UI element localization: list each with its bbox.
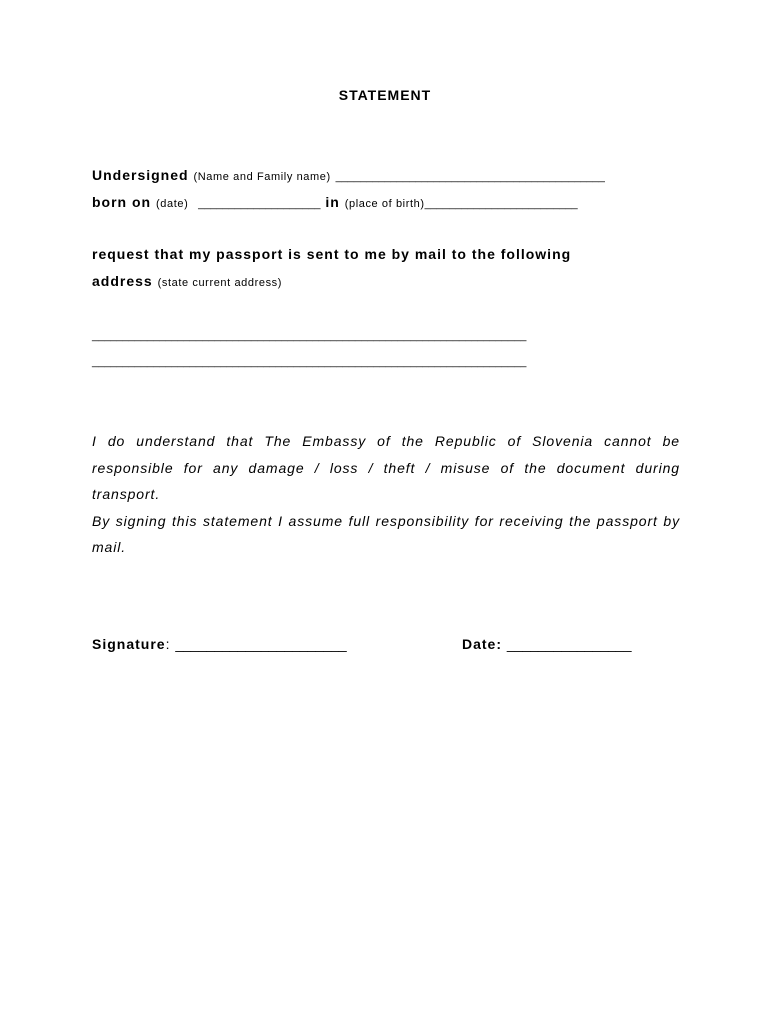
date-row: [462, 636, 631, 652]
born-on-label: born on: [92, 194, 152, 210]
address-hint: (state current address): [157, 277, 283, 289]
signature-colon: :: [165, 636, 171, 652]
address-row: [92, 273, 282, 289]
disclaimer-paragraph-2: By signing this statement I assume full responsibility for receiving the passport by mail.: [92, 512, 680, 556]
date-label: Date:: [462, 636, 503, 652]
disclaimer-paragraph-1: I do understand that The Embassy of the Republic of Slovenia cannot be responsible for any damage / loss / theft / misuse of the document during transport.: [92, 433, 680, 503]
undersigned-row: [92, 167, 605, 183]
in-label: in: [325, 194, 340, 210]
request-line: request that my passport is sent to me by mail to the following: [92, 246, 572, 262]
address-label: address: [92, 273, 153, 289]
signature-blank-field[interactable]: ______________________: [175, 636, 347, 652]
place-of-birth-hint: (place of birth): [344, 198, 425, 210]
undersigned-hint: (Name and Family name): [193, 171, 331, 183]
born-row: [92, 194, 578, 210]
birth-date-blank-field[interactable]: ____________________: [198, 198, 321, 210]
date-blank-field[interactable]: ________________: [506, 636, 632, 652]
undersigned-blank-field[interactable]: ____________________________________________: [335, 171, 605, 183]
undersigned-label: Undersigned: [92, 167, 189, 183]
signature-row: [92, 636, 347, 652]
address-line-2[interactable]: _______________________________________________________________________: [92, 356, 527, 368]
address-line-1[interactable]: _______________________________________________________________________: [92, 330, 527, 342]
date-hint: (date): [156, 198, 189, 210]
signature-label: Signature: [92, 636, 166, 652]
document-title: STATEMENT: [338, 87, 432, 103]
place-of-birth-blank-field[interactable]: _________________________: [424, 198, 578, 210]
disclaimer-text: [92, 428, 680, 561]
